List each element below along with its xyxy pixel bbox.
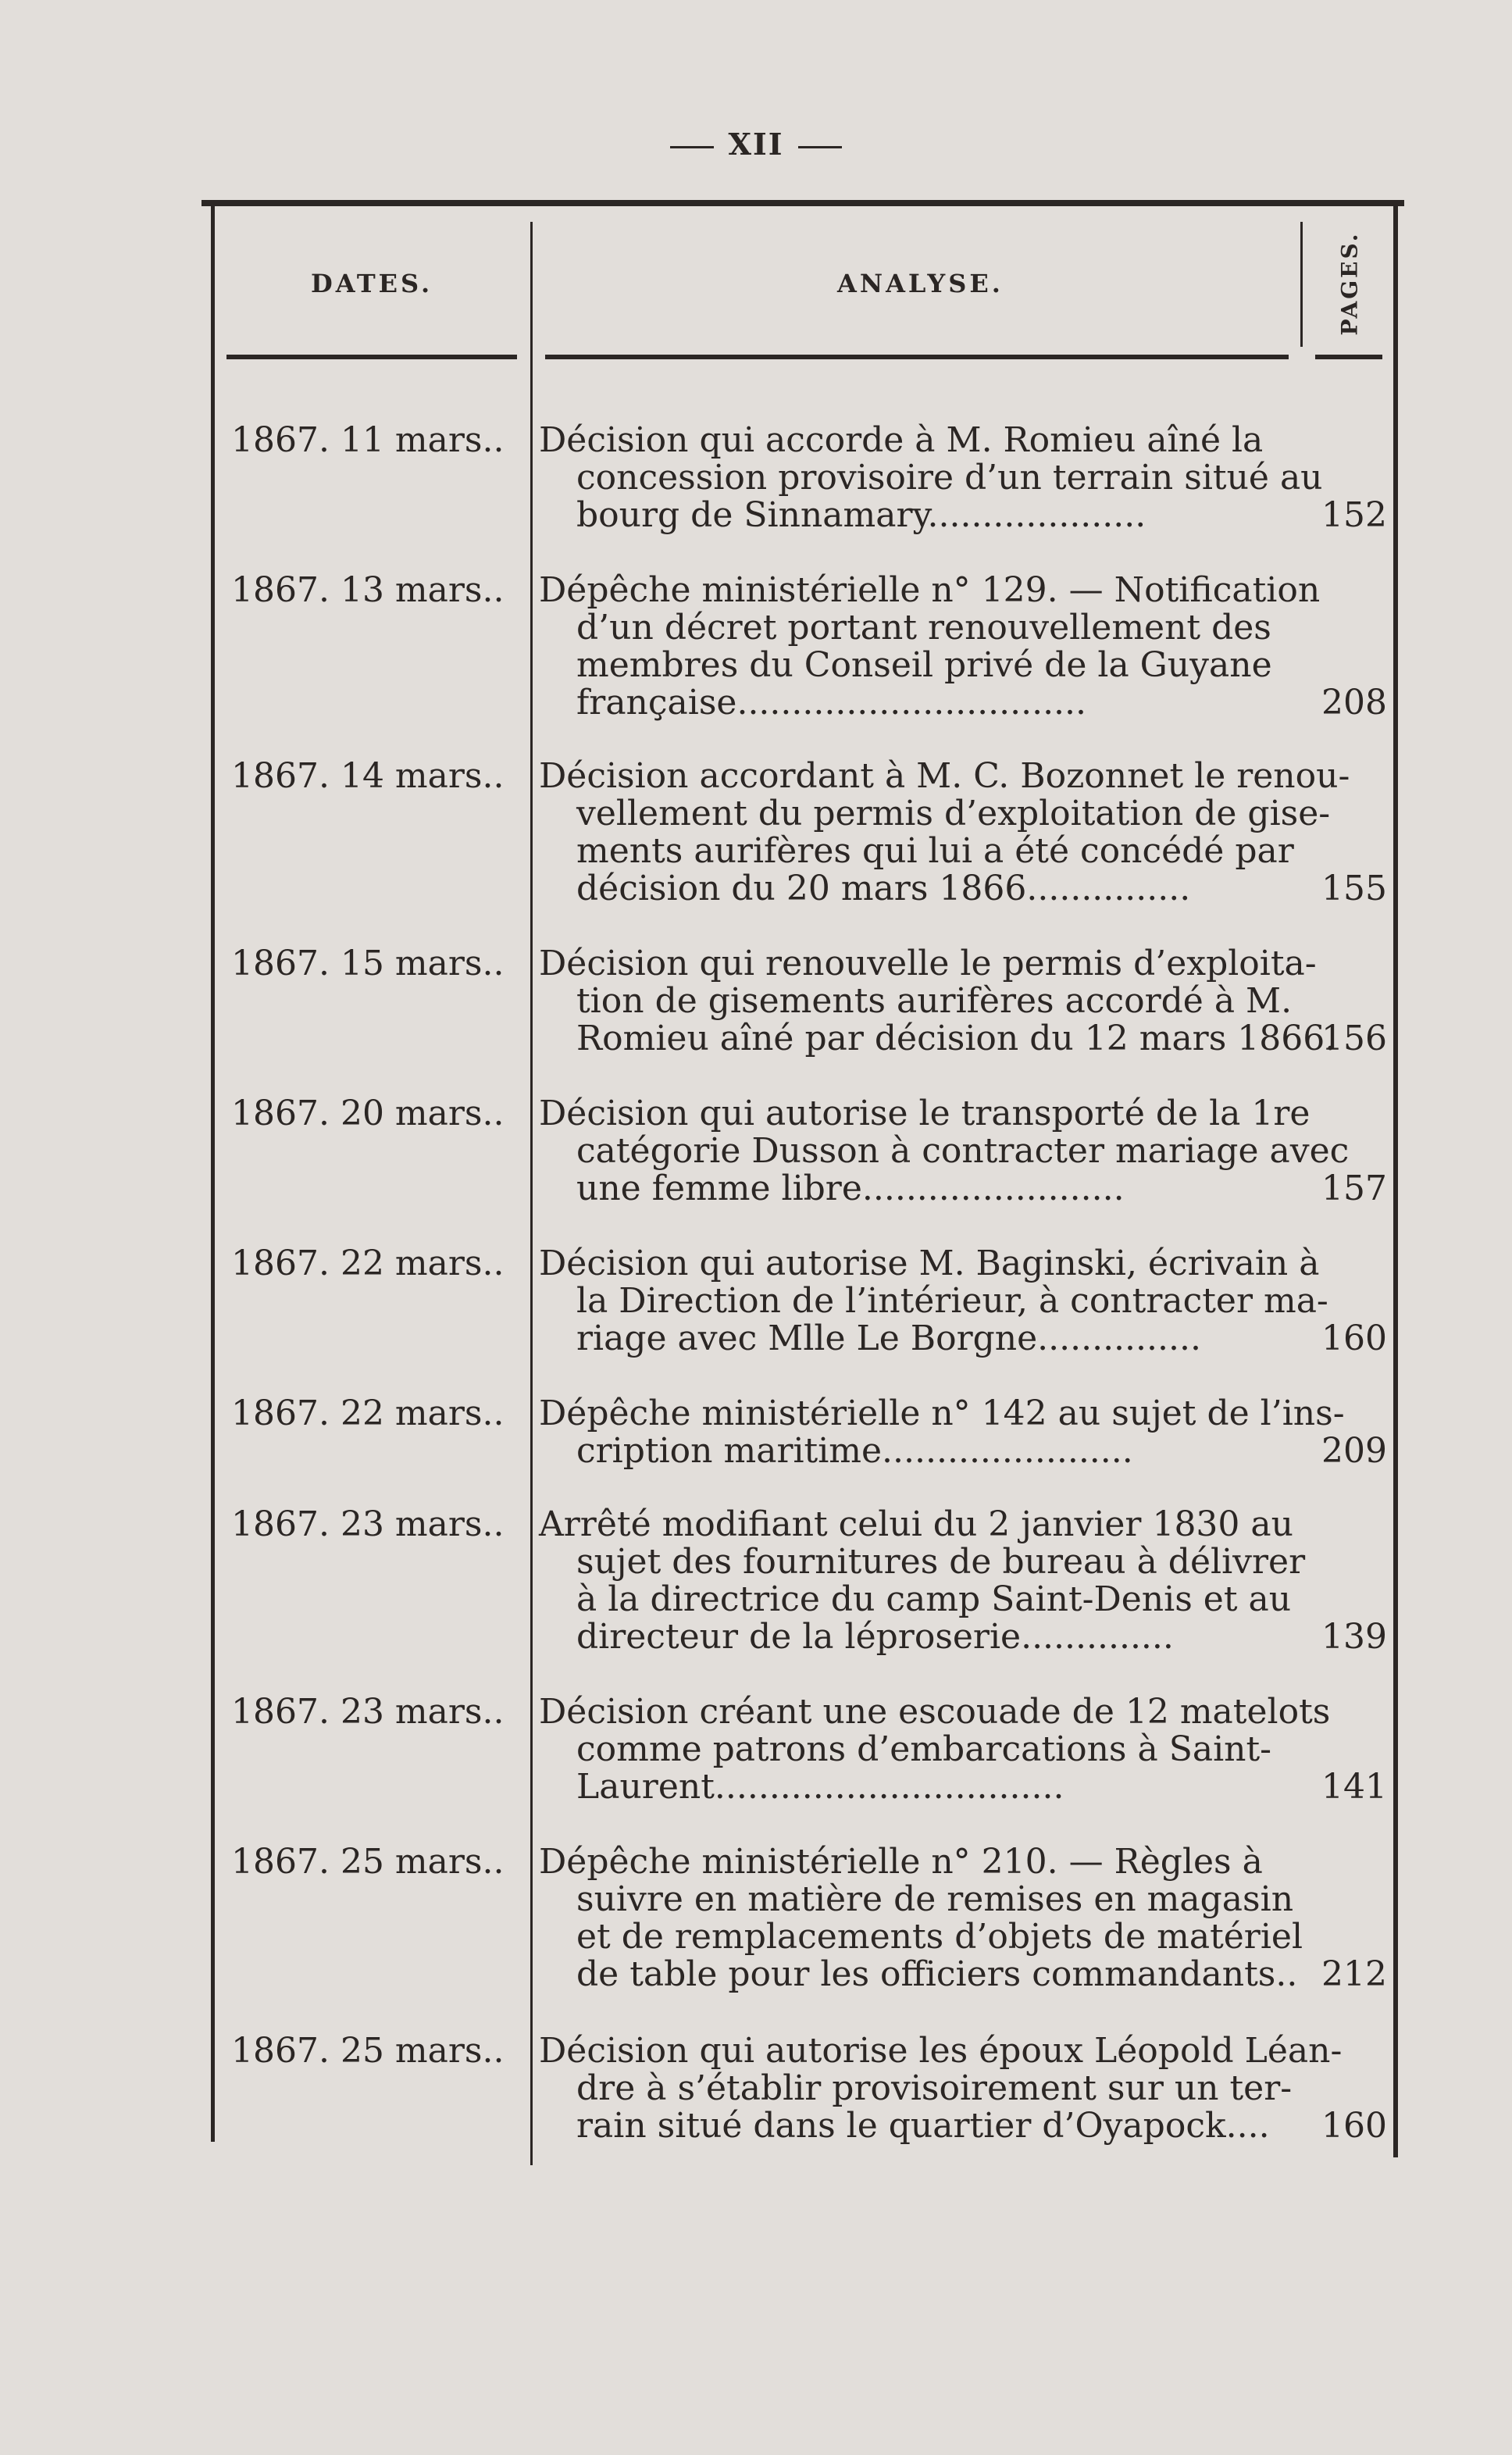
analysis-line: une femme libre........................: [576, 1169, 1125, 1208]
entry-page: 156: [1321, 1019, 1387, 1058]
entry-page: 139: [1321, 1617, 1387, 1657]
analysis-line: Décision qui renouvelle le permis d’exploita-: [539, 944, 1317, 983]
analysis-line: vellement du permis d’exploitation de gise-: [576, 794, 1331, 833]
analyse-header-rule: [545, 355, 1289, 359]
entry-date: 1867. 23 mars..: [231, 1692, 505, 1732]
analysis-line: membres du Conseil privé de la Guyane: [576, 645, 1272, 685]
analysis-line: Décision qui autorise le transporté de la 1re: [539, 1094, 1311, 1133]
analysis-line: française................................: [576, 683, 1087, 723]
entry-date: 1867. 13 mars..: [231, 570, 505, 610]
analysis-line: Laurent................................: [576, 1767, 1064, 1807]
entry-page: 157: [1321, 1169, 1387, 1208]
table-top-rule: [201, 200, 1404, 206]
analysis-line: et de remplacements d’objets de matériel: [576, 1917, 1303, 1957]
entry-page: 160: [1321, 1318, 1387, 1358]
entry-analysis: [539, 1692, 1331, 1807]
dates-analyse-divider: [530, 222, 533, 2165]
analysis-line: rain situé dans le quartier d’Oyapock....: [576, 2106, 1270, 2146]
analyse-header: ANALYSE.: [837, 269, 1004, 298]
analysis-line: Décision accordant à M. C. Bozonnet le renou-: [539, 756, 1350, 796]
analysis-line: Dépêche ministérielle n° 210. — Règles à: [539, 1842, 1263, 1882]
analysis-line: catégorie Dusson à contracter mariage avec: [576, 1131, 1350, 1171]
analysis-line: Décision créant une escouade de 12 matelots: [539, 1692, 1331, 1732]
entry-date: 1867. 25 mars..: [231, 1842, 505, 1882]
analysis-line: cription maritime.......................: [576, 1431, 1133, 1471]
entry-date: 1867. 11 mars..: [231, 420, 505, 460]
analysis-line: comme patrons d’embarcations à Saint-: [576, 1729, 1272, 1769]
analysis-line: Décision qui autorise M. Baginski, écrivain à: [539, 1244, 1320, 1283]
analysis-line: concession provisoire d’un terrain situé au: [576, 458, 1323, 498]
entry-page: 208: [1321, 683, 1387, 723]
analysis-line: de table pour les officiers commandants..: [576, 1954, 1298, 1994]
analysis-line: tion de gisements aurifères accordé à M.: [576, 981, 1293, 1021]
analysis-line: Décision qui autorise les époux Léopold Léan-: [539, 2031, 1343, 2071]
entry-date: 1867. 14 mars..: [231, 756, 505, 796]
analysis-line: directeur de la léproserie..............: [576, 1617, 1174, 1657]
entry-date: 1867. 25 mars..: [231, 2031, 505, 2071]
dates-header-rule: [226, 355, 517, 359]
analysis-line: à la directrice du camp Saint-Denis et au: [576, 1579, 1292, 1619]
page-number: [0, 127, 1512, 162]
analysis-line: sujet des fournitures de bureau à délivrer: [576, 1542, 1306, 1582]
analysis-line: Arrêté modifiant celui du 2 janvier 1830 au: [539, 1504, 1293, 1544]
entry-page: 209: [1321, 1431, 1387, 1471]
dash-right: [798, 146, 842, 148]
analysis-line: d’un décret portant renouvellement des: [576, 608, 1271, 648]
entry-page: 160: [1321, 2106, 1387, 2146]
entry-page: 152: [1321, 495, 1387, 535]
entry-analysis: [539, 1393, 1345, 1471]
pages-header-rule: [1315, 355, 1382, 359]
entry-analysis: [539, 1244, 1328, 1358]
entry-page: 212: [1321, 1954, 1387, 1994]
entry-analysis: [539, 1094, 1350, 1208]
dash-left: [670, 146, 714, 148]
entry-date: 1867. 22 mars..: [231, 1244, 505, 1283]
entry-analysis: [539, 1504, 1306, 1657]
analysis-line: suivre en matière de remises en magasin: [576, 1879, 1294, 1919]
page-number-text: XII: [728, 127, 784, 162]
analysis-line: décision du 20 mars 1866...............: [576, 869, 1191, 908]
analysis-line: Décision qui accorde à M. Romieu aîné la: [539, 420, 1264, 460]
analysis-line: ments aurifères qui lui a été concédé par: [576, 831, 1294, 871]
entry-analysis: [539, 944, 1336, 1058]
entry-analysis: [539, 2031, 1343, 2146]
right-border: [1393, 205, 1398, 2157]
entry-page: 141: [1321, 1767, 1387, 1807]
entry-analysis: [539, 756, 1350, 908]
analysis-line: dre à s’établir provisoirement sur un ter-: [576, 2068, 1293, 2108]
entry-date: 1867. 15 mars..: [231, 944, 505, 983]
pages-divider: [1300, 222, 1303, 347]
left-border: [211, 205, 215, 2142]
entry-date: 1867. 20 mars..: [231, 1094, 505, 1133]
entry-date: 1867. 22 mars..: [231, 1393, 505, 1433]
entry-analysis: [539, 570, 1321, 723]
entry-date: 1867. 23 mars..: [231, 1504, 505, 1544]
analysis-line: Dépêche ministérielle n° 142 au sujet de l’ins-: [539, 1393, 1345, 1433]
dates-header: DATES.: [311, 269, 433, 298]
pages-header-text: PAGES.: [1336, 231, 1363, 336]
pages-header: [1332, 225, 1368, 342]
analysis-line: bourg de Sinnamary....................: [576, 495, 1146, 535]
entry-analysis: [539, 420, 1323, 535]
analysis-line: riage avec Mlle Le Borgne...............: [576, 1318, 1201, 1358]
entry-analysis: [539, 1842, 1303, 1994]
analysis-line: Romieu aîné par décision du 12 mars 1866.: [576, 1019, 1336, 1058]
analysis-line: Dépêche ministérielle n° 129. — Notification: [539, 570, 1321, 610]
entry-page: 155: [1321, 869, 1387, 908]
analysis-line: la Direction de l’intérieur, à contracter ma-: [576, 1281, 1328, 1321]
